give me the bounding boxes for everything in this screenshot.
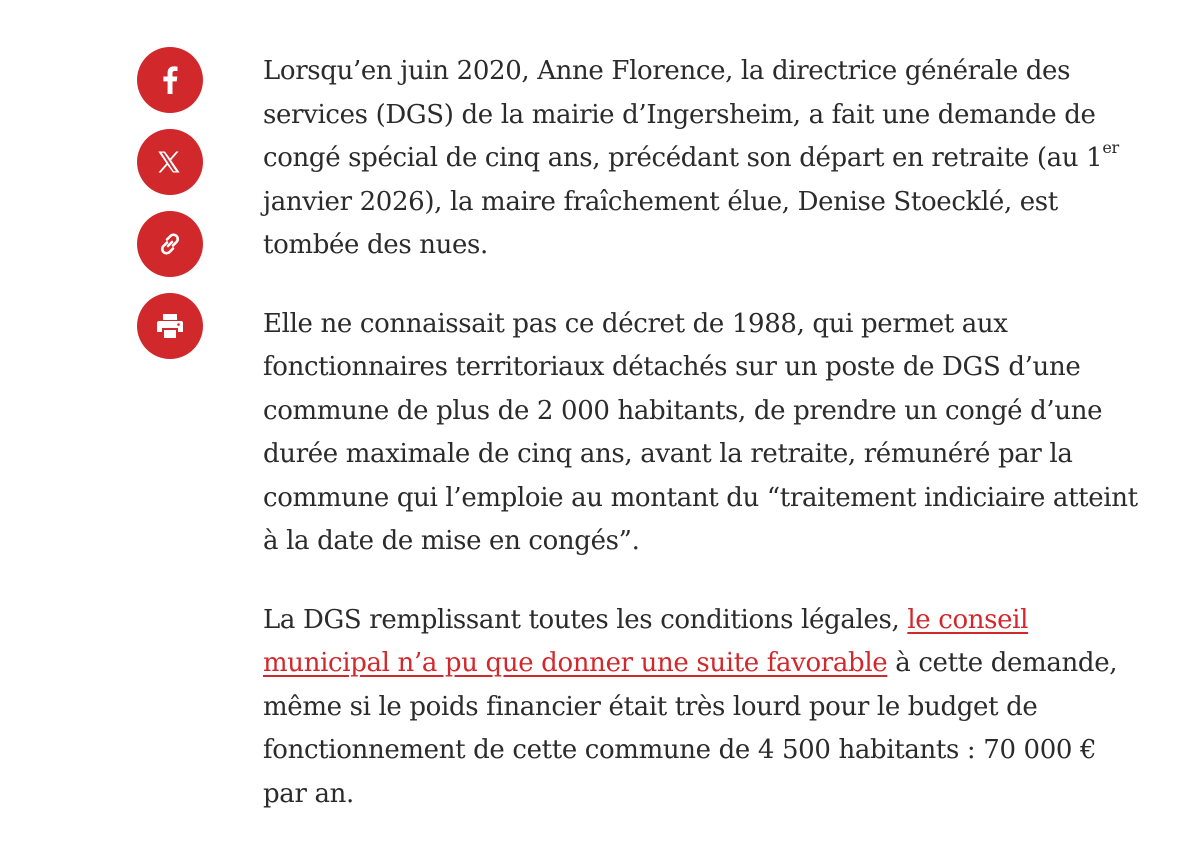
x-icon — [158, 151, 182, 173]
link-icon — [156, 230, 184, 258]
paragraph-1-text-a: Lorsqu’en juin 2020, Anne Florence, la directrice générale des services (DGS) de la mairie d’Ingersheim, a fait une demande de congé spécial de cinq ans, précédant son départ en retraite (au 1 — [263, 56, 1103, 173]
print-button[interactable] — [137, 293, 203, 359]
copy-link-button[interactable] — [137, 211, 203, 277]
paragraph-1 — [263, 50, 1143, 268]
print-icon — [156, 313, 184, 339]
paragraph-1-text-b: janvier 2026), la maire fraîchement élue, Denise Stoecklé, est tombée des nues. — [263, 186, 1058, 260]
paragraph-3-text-b: à cette demande, même si le poids financier était très lourd pour le budget de fonctionnement de cette commune de 4 500 habitants : 70 000 € par an. — [263, 648, 1118, 809]
x-share-button[interactable] — [137, 129, 203, 195]
conseil-municipal-link[interactable]: le conseil municipal n’a pu que donner une suite favorable — [263, 604, 1029, 678]
facebook-icon — [162, 66, 178, 94]
paragraph-3 — [263, 599, 1143, 817]
paragraph-3-text-a: La DGS remplissant toutes les conditions légales, — [263, 604, 908, 635]
facebook-share-button[interactable] — [137, 47, 203, 113]
superscript-er: er — [1102, 138, 1119, 157]
paragraph-2: Elle ne connaissait pas ce décret de 1988, qui permet aux fonctionnaires territoriaux détachés sur un poste de DGS d’une commune de plus de 2 000 habitants, de prendre un congé d’une durée maximale de cinq ans, avant la retraite, rémunéré par la commune qui l’emploie au montant du “traitement indiciaire atteint à la date de mise en congés”. — [263, 308, 1138, 556]
article-body — [263, 50, 1143, 851]
